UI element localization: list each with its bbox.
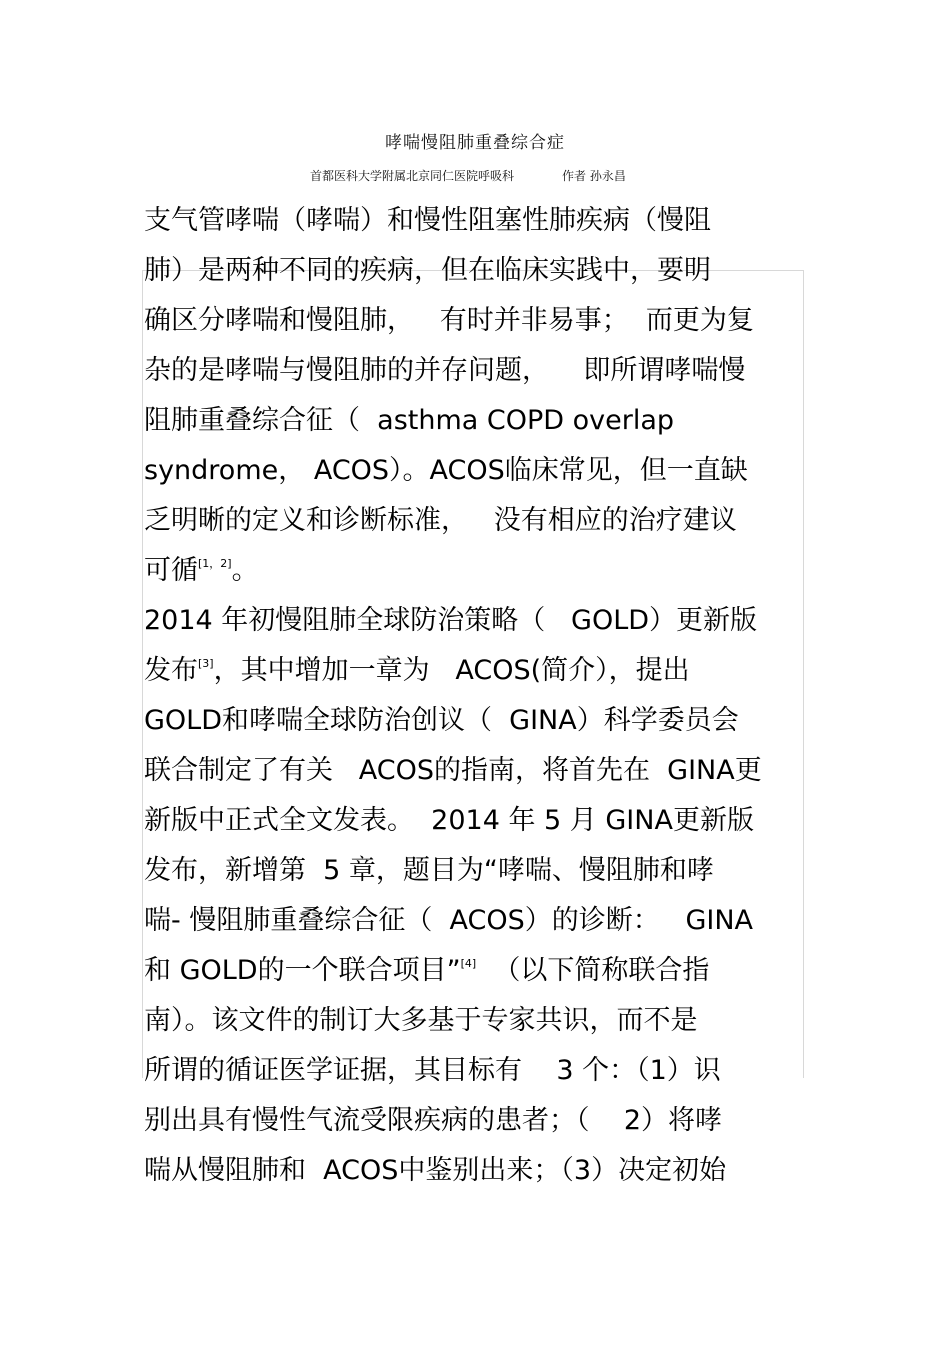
body-line [144, 846, 804, 896]
body-line [144, 196, 804, 246]
line-text: 可循 [144, 555, 198, 586]
line-text: 喘- 慢阻肺重叠综合征（ ACOS）的诊断： GINA [144, 905, 754, 936]
body-line [144, 296, 804, 346]
line-text: 发布 [144, 655, 198, 686]
body-line [144, 1146, 804, 1196]
line-text: syndrome， ACOS）。ACOS临床常见，但一直缺 [144, 455, 748, 486]
citation-superscript: [4] [460, 957, 477, 970]
citation-superscript: [1，2] [198, 557, 232, 570]
line-text: 和 GOLD的一个联合项目” [144, 955, 461, 986]
line-text: 阻肺重叠综合征（ asthma COPD overlap [144, 405, 675, 436]
document-title: 哮喘慢阻肺重叠综合症 [385, 133, 565, 153]
body-line [144, 496, 804, 546]
line-text-tail: ，其中增加一章为 ACOS(简介），提出 [213, 655, 690, 686]
body-line [144, 396, 804, 446]
line-text: 2014 年初慢阻肺全球防治策略（ GOLD）更新版 [144, 605, 758, 636]
line-text-tail: 。 [231, 555, 259, 586]
line-text: 发布，新增第 5 章，题目为“哮喘、慢阻肺和哮 [144, 855, 714, 886]
line-text: 联合制定了有关 ACOS的指南，将首先在 GINA更 [144, 755, 762, 786]
affiliation: 首都医科大学附属北京同仁医院呼吸科 [310, 169, 515, 183]
line-text: 杂的是哮喘与慢阻肺的并存问题， 即所谓哮喘慢 [144, 355, 746, 386]
body-line [144, 1046, 804, 1096]
line-text: 肺）是两种不同的疾病，但在临床实践中，要明 [144, 255, 711, 286]
line-text: 乏明晰的定义和诊断标准， 没有相应的治疗建议 [144, 505, 737, 536]
body-text [144, 196, 804, 1196]
line-text: 别出具有慢性气流受限疾病的患者；（ 2）将哮 [144, 1105, 723, 1136]
body-line [144, 796, 804, 846]
author: 作者 孙永昌 [562, 169, 626, 183]
body-line [144, 646, 804, 696]
line-text: 新版中正式全文发表。 2014 年 5 月 GINA更新版 [144, 805, 754, 836]
body-line [144, 996, 804, 1046]
body-line [144, 896, 804, 946]
body-line [144, 546, 804, 596]
body-line [144, 446, 804, 496]
line-text: 所谓的循证医学证据，其目标有 3 个：（1）识 [144, 1055, 721, 1086]
line-text: 确区分哮喘和慢阻肺， 有时并非易事； 而更为复 [144, 305, 754, 336]
body-line [144, 696, 804, 746]
citation-superscript: [3] [198, 657, 214, 670]
body-line [144, 946, 804, 996]
line-text: 支气管哮喘（哮喘）和慢性阻塞性肺疾病（慢阻 [144, 205, 711, 236]
line-text: 南）。该文件的制订大多基于专家共识，而不是 [144, 1005, 698, 1036]
line-text-tail: （以下简称联合指 [476, 955, 710, 986]
body-line [144, 746, 804, 796]
body-line [144, 596, 804, 646]
body-line [144, 1096, 804, 1146]
line-text: GOLD和哮喘全球防治创议（ GINA）科学委员会 [144, 705, 739, 736]
body-line [144, 346, 804, 396]
line-text: 喘从慢阻肺和 ACOS中鉴别出来；（3）决定初始 [144, 1155, 727, 1186]
body-line [144, 246, 804, 296]
